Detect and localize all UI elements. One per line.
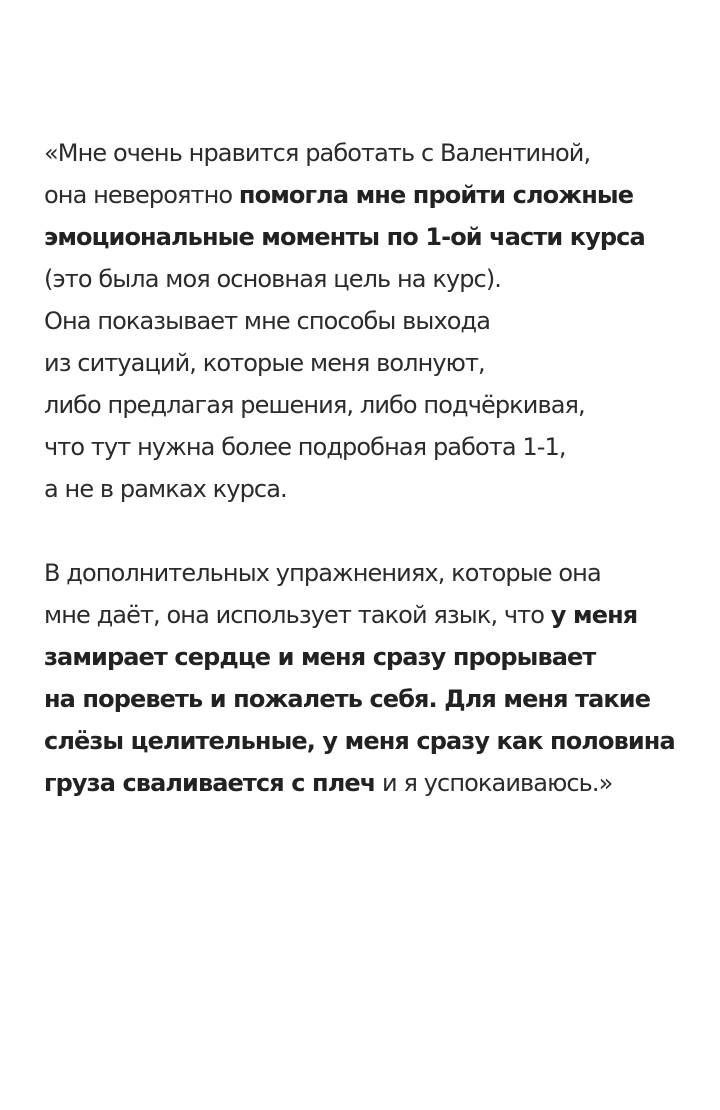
quote-paragraph-1 <box>44 132 704 510</box>
quote-line <box>44 594 704 636</box>
quote-text: либо предлагая решения, либо подчёркивая, <box>44 391 585 419</box>
quote-text: из ситуаций, которые меня волнуют, <box>44 349 485 377</box>
quote-line <box>44 468 704 510</box>
quote-line <box>44 426 704 468</box>
quote-emphasis: замирает сердце и меня сразу прорывает <box>44 643 596 671</box>
quote-text: Она показывает мне способы выхода <box>44 307 491 335</box>
quote-text: мне даёт, она использует такой язык, что <box>44 601 551 629</box>
quote-line <box>44 552 704 594</box>
quote-line <box>44 174 704 216</box>
quote-text: и я успокаиваюсь.» <box>375 769 613 797</box>
quote-line <box>44 762 704 804</box>
quote-emphasis: эмоциональные моменты по 1-ой части курса <box>44 223 645 251</box>
quote-emphasis: помогла мне пройти сложные <box>238 181 634 209</box>
quote-text: (это была моя основная цель на курс). <box>44 265 502 293</box>
quote-emphasis: у меня <box>550 601 638 629</box>
quote-line <box>44 216 704 258</box>
quote-emphasis: слёзы целительные, у меня сразу как половина <box>44 727 675 755</box>
quote-emphasis: на пореветь и пожалеть себя. Для меня такие <box>44 685 651 713</box>
quote-text: а не в рамках курса. <box>44 475 287 503</box>
testimonial-quote <box>44 132 704 804</box>
quote-text: «Мне очень нравится работать с Валентиной, <box>44 139 591 167</box>
quote-paragraph-2 <box>44 552 704 804</box>
quote-text: В дополнительных упражнениях, которые она <box>44 559 601 587</box>
quote-text: что тут нужна более подробная работа 1-1, <box>44 433 566 461</box>
quote-line <box>44 300 704 342</box>
quote-line <box>44 720 704 762</box>
quote-text: она невероятно <box>44 181 239 209</box>
quote-emphasis: груза сваливается с плеч <box>44 769 376 797</box>
quote-line <box>44 258 704 300</box>
quote-line <box>44 636 704 678</box>
quote-line <box>44 678 704 720</box>
quote-line <box>44 342 704 384</box>
quote-line <box>44 384 704 426</box>
quote-line <box>44 132 704 174</box>
